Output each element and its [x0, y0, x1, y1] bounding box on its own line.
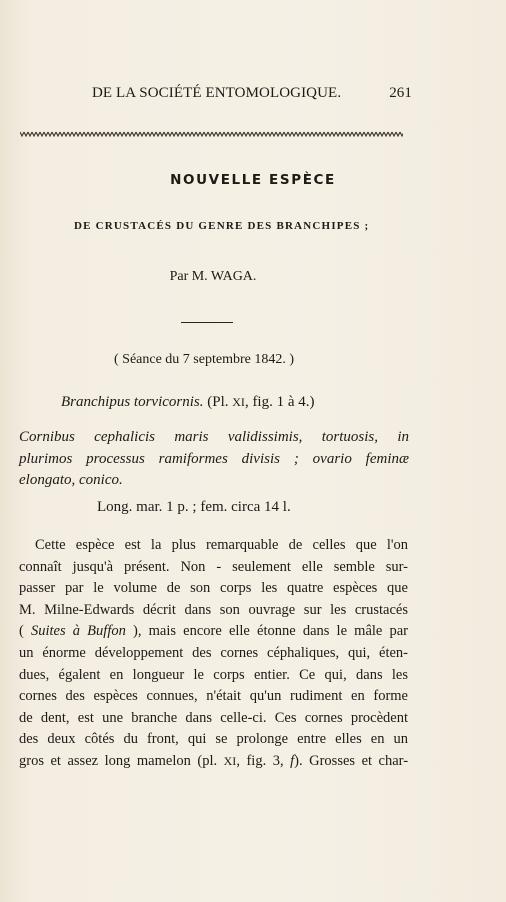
text-line: M. Milne-Edwards décrit dans son ouvrage sur les crustacés — [19, 601, 408, 618]
separator-rule — [181, 322, 233, 323]
plate-number: XI — [232, 395, 245, 409]
diagnosis-line: elongato, conico. — [19, 472, 123, 488]
page-number: 261 — [389, 85, 412, 101]
page-header — [92, 85, 414, 105]
decorative-rule-ornament — [20, 130, 403, 138]
text-line: Cette espèce est la plus remarquable de celles que l'on — [35, 537, 408, 553]
session-date: ( Séance du 7 septembre 1842. ) — [114, 352, 294, 367]
text-line: des deux côtés du front, qui se prolonge entre elles en un — [19, 731, 408, 748]
measurements: Long. mar. 1 p. ; fem. circa 14 l. — [97, 499, 291, 515]
article-title: NOUVELLE ESPÈCE — [170, 172, 336, 188]
text-line: de dent, est une branche dans celle-ci. Ces cornes procèdent — [19, 709, 408, 726]
italic-citation: Suites à Buffon — [31, 623, 126, 640]
text-run: ), mais encore elle étonne dans le mâle par — [133, 623, 409, 640]
text-line — [19, 621, 408, 643]
article-subtitle: DE CRUSTACÉS DU GENRE DES BRANCHIPES ; — [74, 220, 370, 232]
text-line: cornes des espèces connues, n'était qu'un rudiment en forme — [19, 688, 408, 705]
plate-ref-rest: , fig. 1 à 4.) — [244, 394, 315, 410]
figure-letter: f — [290, 752, 295, 769]
text-run: , fig. 3, — [236, 752, 284, 769]
diagnosis-line: Cornibus cephalicis maris validissimis, tortuosis, in — [19, 429, 409, 445]
body-paragraph — [19, 535, 408, 773]
text-line: passer par le volume de son corps les quatre espèces que — [19, 580, 408, 597]
text-run: gros et assez long mamelon (pl. — [19, 752, 218, 769]
paren: ( — [19, 623, 24, 640]
diagnosis-line: plurimos processus ramiformes divisis ; ovario feminæ — [19, 450, 409, 467]
text-line: un énorme développement des cornes céphaliques, qui, éten- — [19, 644, 408, 661]
plate-ref-open: (Pl. — [207, 394, 229, 410]
running-title: DE LA SOCIÉTÉ ENTOMOLOGIQUE. — [92, 85, 342, 101]
article-author: Par M. WAGA. — [169, 269, 257, 284]
latin-diagnosis — [19, 427, 409, 492]
text-run: ). Grosses et char- — [294, 752, 409, 769]
plate-number: XI — [223, 753, 237, 768]
text-line: connaît jusqu'à présent. Non - seulement elle semble sur- — [19, 558, 408, 575]
species-heading — [61, 394, 315, 411]
text-line: dues, égalent en longueur le corps entier. Ce qui, dans les — [19, 666, 408, 683]
species-name: Branchipus torvicornis. — [61, 394, 204, 410]
text-line — [19, 751, 408, 773]
